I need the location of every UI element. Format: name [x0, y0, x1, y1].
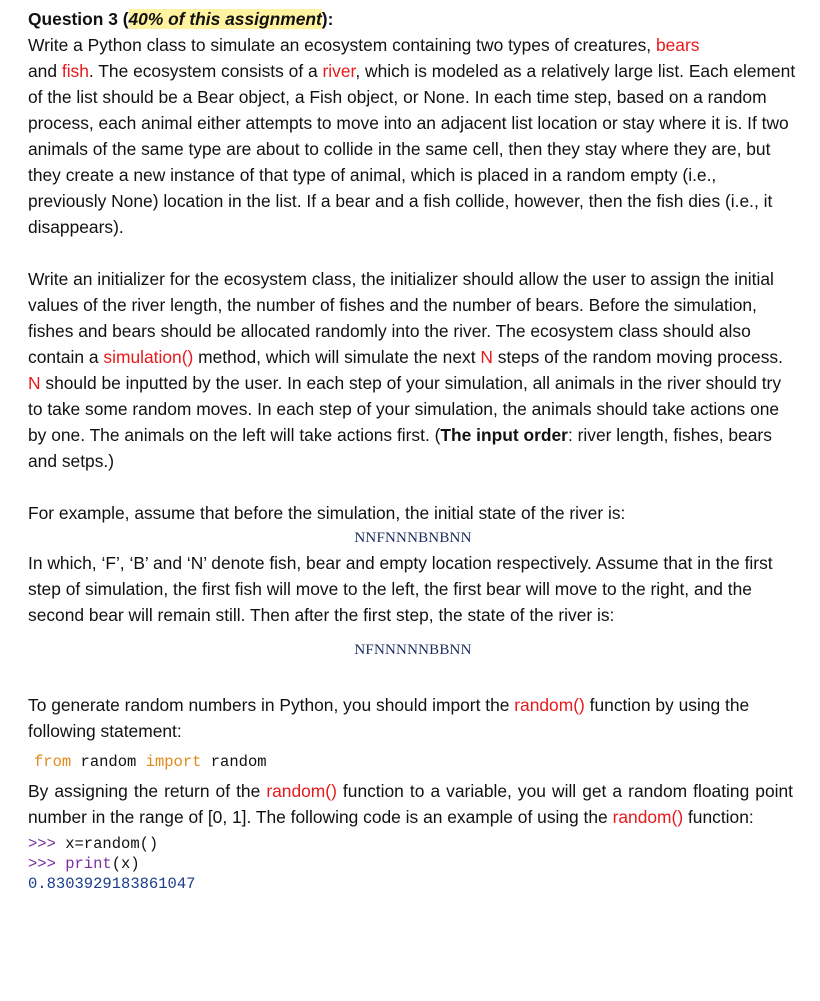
example-explanation: In which, ‘F’, ‘B’ and ‘N’ denote fish, bear and empty location respectively. Assume that in the first step of simulation, the first fish will move to the left, the first bear will move to the right, and the second bear will remain still. Then after the first step, the state of the river is: — [28, 553, 773, 625]
text: : river length, fishes, bears and setps.) — [28, 425, 772, 471]
paragraph-description — [28, 32, 798, 240]
console-example — [28, 834, 798, 894]
text: function: — [683, 807, 754, 827]
input-order-label: The input order — [440, 425, 568, 445]
question-weight: 40% of this assignment — [128, 9, 322, 29]
highlight-fish: fish — [61, 61, 89, 81]
highlight-simulation: simulation() — [103, 347, 194, 367]
highlight-river: river — [322, 61, 356, 81]
console-line — [28, 854, 798, 874]
highlight-n: N — [480, 347, 493, 367]
document-page — [28, 0, 798, 894]
imported-name: random — [201, 753, 267, 771]
console-input: (x) — [111, 855, 140, 873]
text: steps of the random moving process. — [492, 347, 783, 367]
prompt: >>> — [28, 835, 56, 853]
question-heading — [28, 6, 798, 32]
text: , which is modeled as a relatively large list. Each element of the list should be a Bear object, a Fish object, or None. In each time step, based on a random process, each animal either attempts to move into an adjacent list location or stay where it is. If two animals of the same type are about to collide in the same cell, then they stay where they are, but they create a new instance of that type of animal, which is placed in a random empty (i.e., previously None) location in the list. If a bear and a fish collide, however, then the fish dies (i.e., it disappears). — [28, 61, 796, 237]
text: . The ecosystem consists of a — [88, 61, 323, 81]
random-usage-paragraph — [28, 778, 793, 830]
text: method, which will simulate the next — [193, 347, 481, 367]
keyword-from: from — [34, 753, 72, 771]
text: function by using the following statement: — [28, 695, 750, 741]
import-statement — [34, 752, 798, 772]
highlight-bears: bears — [655, 35, 700, 55]
text: To generate random numbers in Python, you should import the — [28, 695, 515, 715]
highlight-random: random() — [266, 781, 337, 801]
text: should be inputted by the user. In each step of your simulation, all animals in the river should try to take some random moves. In each step of your simulation, the animals should take actions one by one. The animals on the left will take actions first. ( — [28, 373, 782, 445]
paragraph-initializer — [28, 266, 793, 474]
text: and — [28, 61, 62, 81]
highlight-random: random() — [514, 695, 585, 715]
text: Write a Python class to simulate an ecosystem containing two types of creatures, — [28, 35, 656, 55]
question-label-end: ): — [321, 9, 334, 29]
console-output: 0.8303929183861047 — [28, 875, 196, 893]
console-input: x=random() — [55, 835, 159, 853]
question-label: Question 3 ( — [28, 9, 129, 29]
river-state-initial: NNFNNNBNBNN — [354, 530, 472, 546]
text: function to a variable, you will get a random floating point number in the range of [0, 1]. The following code is an example of using the — [28, 781, 793, 827]
highlight-random: random() — [612, 807, 684, 827]
console-keyword: print — [55, 855, 112, 873]
console-line — [28, 834, 798, 854]
river-state-after: NFNNNNNBBNN — [354, 642, 472, 658]
text: By assigning the return of the — [28, 781, 267, 801]
highlight-n: N — [28, 373, 41, 393]
random-import-intro — [28, 692, 798, 744]
prompt: >>> — [28, 855, 56, 873]
module-name: random — [71, 753, 146, 771]
text: Write an initializer for the ecosystem class, the initializer should allow the user to assign the initial values of the river length, the number of fishes and the number of bears. Before the simulation, fishes and bears should be allocated randomly into the river. The ecosystem class should also contain a — [28, 269, 774, 367]
keyword-import: import — [145, 753, 202, 771]
example-intro: For example, assume that before the simulation, the initial state of the river is: — [28, 503, 626, 523]
